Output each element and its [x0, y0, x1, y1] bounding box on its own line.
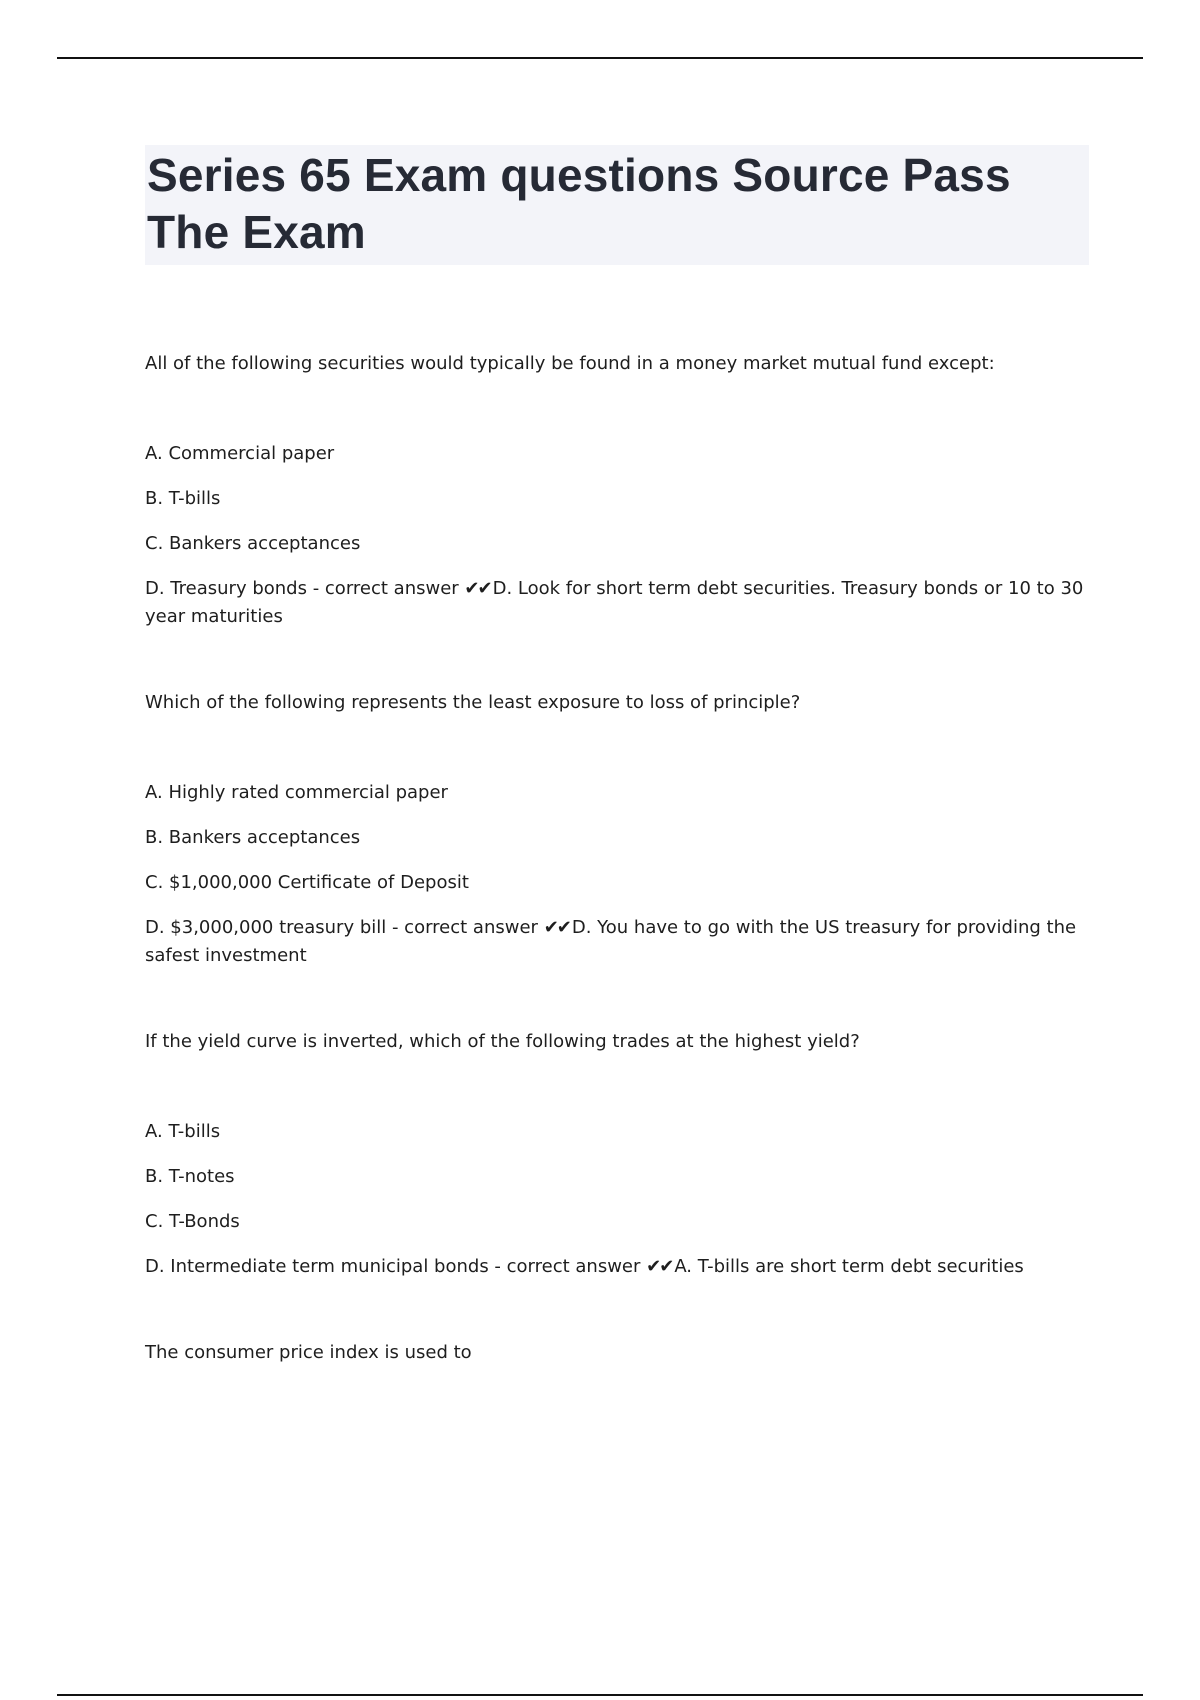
answer-explanation: D. Look for short term debt securities. Treasury bonds or 10 to 30 year maturities: [145, 578, 1084, 627]
answer-option-c: C. T-Bonds: [145, 1211, 240, 1232]
answer-option-a: A. T-bills: [145, 1121, 221, 1142]
check-mark-icon: ✔✔: [646, 1256, 673, 1277]
option-text: D. Treasury bonds - correct answer: [145, 578, 459, 599]
answer-explanation: A. T-bills are short term debt securities: [674, 1256, 1024, 1277]
check-mark-icon: ✔✔: [464, 578, 491, 599]
question-list: [145, 350, 1089, 1367]
question-text: If the yield curve is inverted, which of the following trades at the highest yield?: [145, 1031, 860, 1052]
answer-option-d: [145, 575, 1089, 631]
header-rule: [57, 57, 1143, 59]
option-text: D. Intermediate term municipal bonds - correct answer: [145, 1256, 641, 1277]
question-text: Which of the following represents the least exposure to loss of principle?: [145, 692, 801, 713]
answer-option-b: B. T-notes: [145, 1166, 235, 1187]
footer-rule: [57, 1694, 1143, 1696]
answer-option-b: B. Bankers acceptances: [145, 827, 361, 848]
check-mark-icon: ✔✔: [543, 917, 570, 938]
document-body: [145, 145, 1089, 1429]
question-block: [145, 689, 1089, 970]
answer-option-c: C. $1,000,000 Certificate of Deposit: [145, 872, 469, 893]
answer-option-a: A. Commercial paper: [145, 443, 335, 464]
answer-option-a: A. Highly rated commercial paper: [145, 782, 448, 803]
question-block: [145, 350, 1089, 631]
document-title: Series 65 Exam questions Source Pass The Exam: [145, 145, 1089, 265]
question-text: All of the following securities would typically be found in a money market mutual fund except:: [145, 353, 995, 374]
answer-option-c: C. Bankers acceptances: [145, 533, 361, 554]
answer-option-d: [145, 914, 1089, 970]
option-text: D. $3,000,000 treasury bill - correct answer: [145, 917, 538, 938]
question-text: The consumer price index is used to: [145, 1342, 472, 1363]
answer-option-d: [145, 1253, 1089, 1281]
question-block: [145, 1339, 1089, 1367]
question-block: [145, 1028, 1089, 1281]
answer-option-b: B. T-bills: [145, 488, 221, 509]
answer-explanation: D. You have to go with the US treasury for providing the safest investment: [145, 917, 1077, 966]
